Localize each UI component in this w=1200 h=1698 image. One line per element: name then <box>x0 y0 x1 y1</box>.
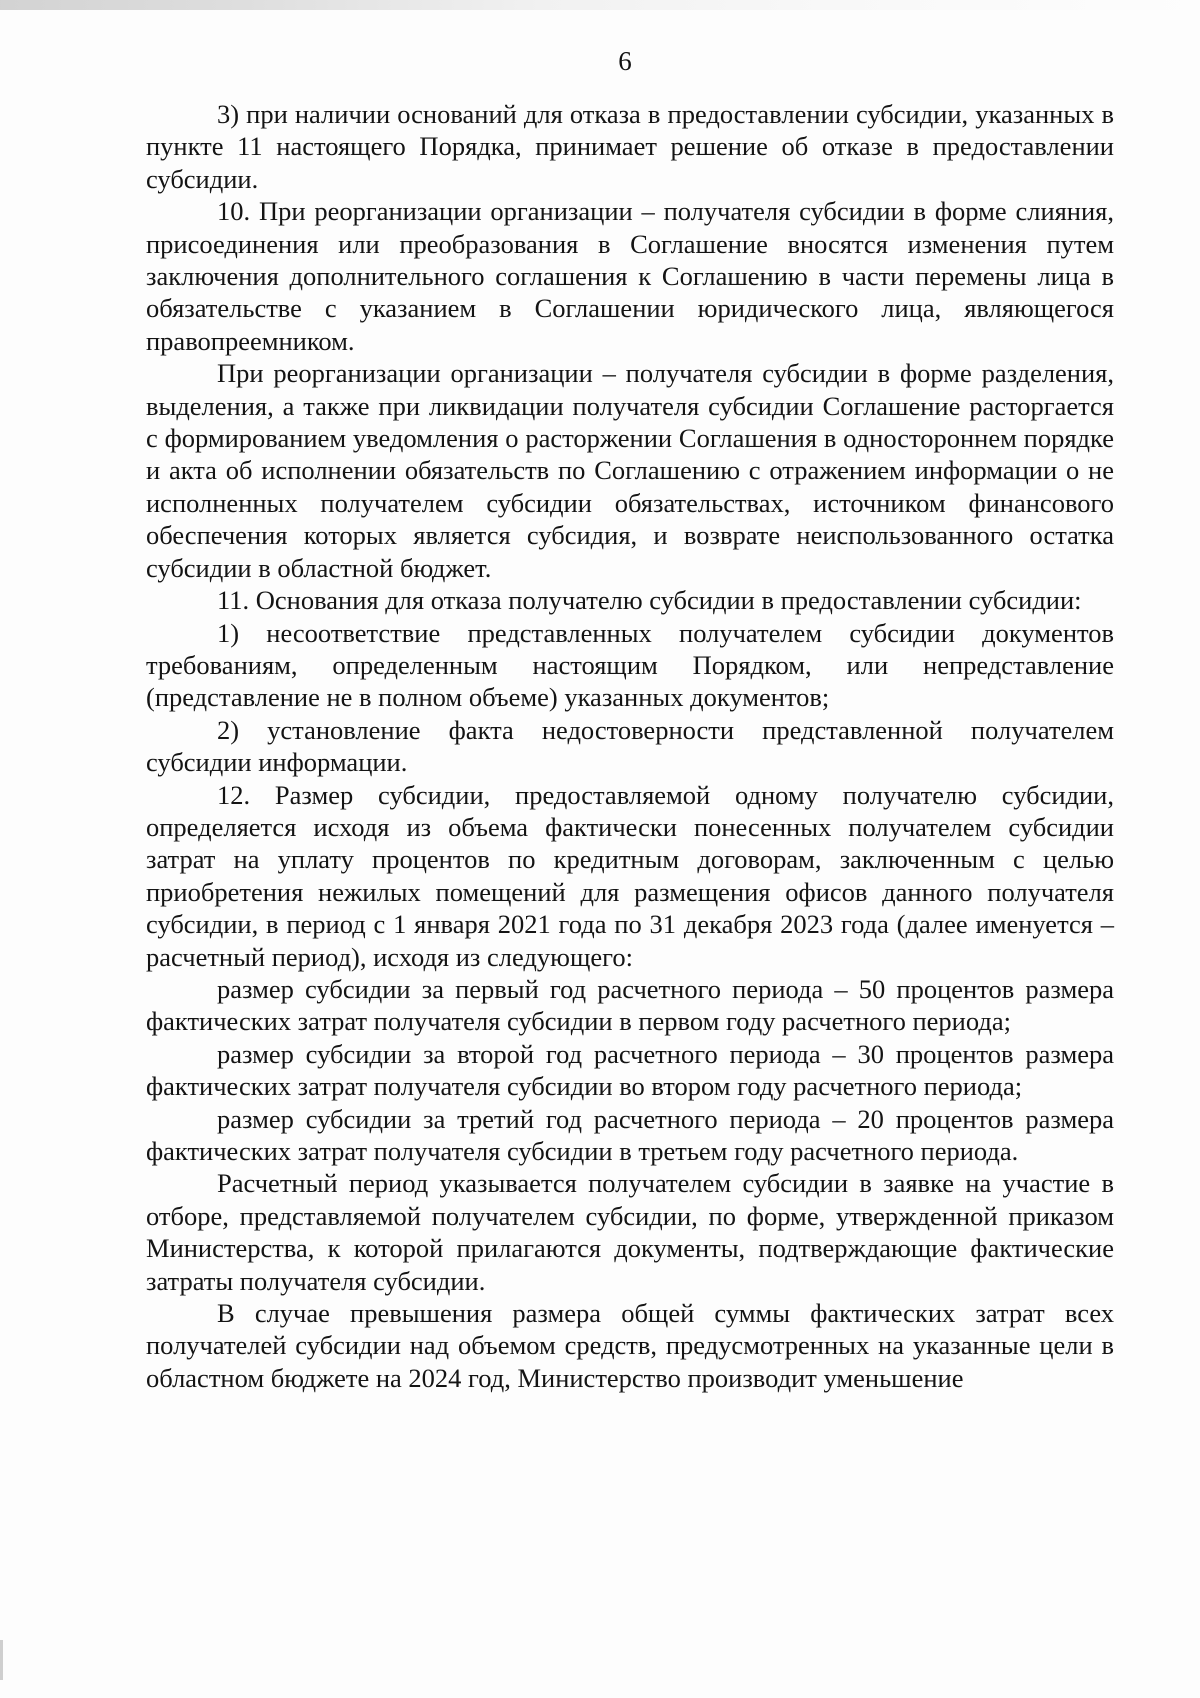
paragraph-11-refusal-grounds: 11. Основания для отказа получателю субсидии в предоставлении субсидии: <box>217 585 1082 616</box>
paragraph-11-item-1: 1) несоответствие представленных получателем субсидии документов требованиям, определенным настоящим Порядком, или непредставление (представление не в полном объеме) указанных документов; <box>146 617 1114 713</box>
paragraph-12-subsidy-size: 12. Размер субсидии, предоставляемой одному получателю субсидии, определяется исходя из объема фактически понесенных получателем субсидии затрат на уплату процентов по кредитным договорам, заключенным с целью приобретения нежилых помещений для размещения офисов данного получателя субсидии, в период с 1 января 2021 года по 31 декабря 2023 года (далее именуется – расчетный период), исходя из следующего: <box>146 779 1114 972</box>
paragraph-second-year: размер субсидии за второй год расчетного периода – 30 процентов размера фактических затрат получателя субсидии во втором году расчетного периода; <box>146 1038 1114 1102</box>
paragraph-excess-costs: В случае превышения размера общей суммы фактических затрат всех получателей субсидии над объемом средств, предусмотренных на указанные цели в областном бюджете на 2024 год, Министерство производит уменьшение <box>146 1298 1114 1393</box>
paragraph-settlement-period: Расчетный период указывается получателем субсидии в заявке на участие в отборе, представляемой получателем субсидии, по форме, утвержденной приказом Министерства, к которой прилагаются документы, подтверждающие фактические затраты получателя субсидии. <box>146 1168 1114 1296</box>
paragraph-11-item-2: 2) установление факта недостоверности представленной получателем субсидии информации. <box>146 714 1114 778</box>
paragraph-third-year: размер субсидии за третий год расчетного периода – 20 процентов размера фактических затрат получателя субсидии в третьем году расчетного периода. <box>146 1103 1114 1166</box>
paragraph-reorganization-division: При реорганизации организации – получателя субсидии в форме разделения, выделения, а также при ликвидации получателя субсидии Соглашение расторгается с формированием уведомления о расторжении Соглашения в одностороннем порядке и акта об исполнении обязательств по Соглашению с отражением информации о не исполненных получателем субсидии обязательствах, источником финансового обеспечения которых является субсидия, и возврате неиспользованного остатка субсидии в областной бюджет. <box>146 358 1114 583</box>
paragraph-10-reorganization: 10. При реорганизации организации – получателя субсидии в форме слияния, присоединения или преобразования в Соглашение вносятся изменения путем заключения дополнительного соглашения к Соглашению в части перемены лица в обязательстве с указанием в Соглашении юридического лица, являющегося правопреемником. <box>146 196 1114 356</box>
page-number: 6 <box>618 46 632 76</box>
paragraph-clause-3: 3) при наличии оснований для отказа в предоставлении субсидии, указанных в пункте 11 настоящего Порядка, принимает решение об отказе в предоставлении субсидии. <box>146 99 1114 194</box>
document-body <box>146 98 1114 1394</box>
scan-edge-shadow <box>0 0 1200 10</box>
paragraph-first-year: размер субсидии за первый год расчетного периода – 50 процентов размера фактических затрат получателя субсидии в первом году расчетного периода; <box>146 973 1114 1037</box>
scan-edge-mark <box>0 1640 3 1680</box>
